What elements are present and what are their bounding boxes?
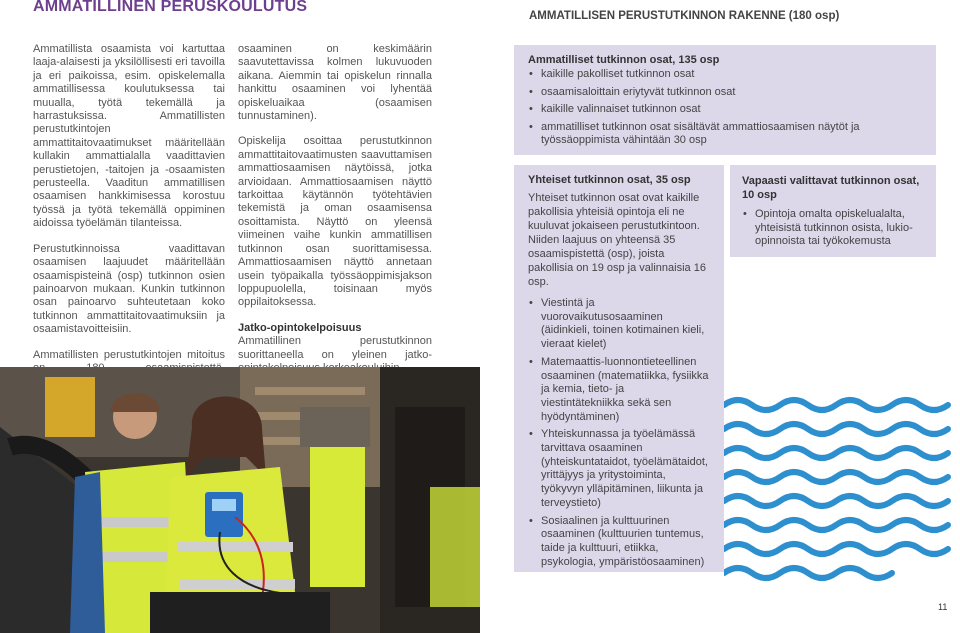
section-title: AMMATILLINEN PERUSKOULUTUS bbox=[33, 0, 308, 15]
paragraph: Perustutkinnoissa vaadittavan osaamisen laajuudet määritellään osaamispisteinä (osp) tutkinnon osien painoarvon mukaan. Kunkin tutkinnon osan painoarvo suhteutetaan koko tutkinnon ammattitaitovaatimuksiin ja osaamistavoitteisiin. bbox=[33, 242, 225, 336]
box-title: Yhteiset tutkinnon osat, 35 osp bbox=[528, 174, 691, 186]
list-item: • Yhteiskunnassa ja työelämässä tarvittava osaaminen (yhteiskuntataidot, työelämätaidot, yrittäjyys ja yritystoiminta, työkyvyn ylläpitäminen, liikunta ja terveystieto) bbox=[528, 428, 710, 510]
decorative-waves bbox=[724, 395, 960, 633]
list-item: • Viestintä ja vuorovaikutusosaaminen (äidinkieli, toinen kotimainen kieli, vieraat kielet) bbox=[528, 297, 710, 352]
paragraph: Opiskelija osoittaa perustutkinnon ammattitaitovaatimusten saavuttamisen ammattiosaamisen näytöissä, jotka arvioidaan. Ammattiosaamisen näyttö tarkoittaa käytännön työtehtävien tekemistä ja oman osaamisensa osoittamista. Näyttö on yleensä viimeinen vaihe kunkin ammatillisen tutkinnon osan suorittamisessa. Ammattiosaamisen näyttö annetaan usein työpaikalla työssäoppimisjakson loppupuolella, toisinaan myös oppilaitoksessa. bbox=[238, 135, 432, 309]
common-list bbox=[528, 297, 710, 569]
vocational-list bbox=[528, 68, 922, 148]
page-number: 11 bbox=[938, 602, 948, 612]
list-item: • kaikille pakolliset tutkinnon osat bbox=[528, 68, 922, 82]
box-title: Ammatilliset tutkinnon osat, 135 osp bbox=[528, 54, 720, 66]
paragraph: osaaminen on keskimäärin saavutettavissa kolmen lukuvuoden aikana. Aiemmin tai opiskelun rinnalla hankittu osaaminen voi lyhentää opiskeluaikaa (osaamisen tunnustaminen). bbox=[238, 43, 432, 123]
text-column-2 bbox=[238, 43, 432, 387]
free-choice-list bbox=[742, 208, 924, 249]
free-choice-units-box bbox=[730, 165, 936, 257]
list-item: • Matemaattis-luonnontieteellinen osaaminen (matematiikka, fysiikka ja kemia, tieto- ja viestintätekniikka sekä sen hyödyntäminen) bbox=[528, 356, 710, 425]
workshop-photo bbox=[0, 367, 480, 633]
list-item: • osaamisaloittain eriytyvät tutkinnon osat bbox=[528, 86, 922, 100]
vocational-units-box bbox=[514, 45, 936, 155]
list-item: • Sosiaalinen ja kulttuurinen osaaminen (kulttuurien tuntemus, taide ja kulttuuri, etiikka, psykologia, ympäristöosaaminen) bbox=[528, 515, 710, 570]
box-title: Vapaasti valittavat tutkinnon osat, 10 osp bbox=[742, 175, 920, 201]
paragraph: Ammatillinen perustutkinnon suorittaneella on yleinen jatko- bbox=[238, 335, 432, 361]
list-item: • ammatilliset tutkinnon osat sisältävät ammattiosaamisen näytöt ja työssäoppimista vähintään 30 osp bbox=[528, 121, 922, 148]
box-description: Yhteiset tutkinnon osat ovat kaikille pakollisia yhteisiä opintoja eli ne kuuluvat jokaiseen perustutkintoon. Niiden laajuus on yhteensä 35 osaamispistettä (osp), joista pakollisia on 19 osp ja valinnaisia 16 osp. bbox=[528, 192, 706, 288]
common-units-box bbox=[514, 165, 724, 572]
subheading: Jatko-opintokelpoisuus bbox=[238, 321, 362, 334]
structure-title: AMMATILLISEN PERUSTUTKINNON RAKENNE (180 osp) bbox=[529, 10, 840, 22]
list-item: • kaikille valinnaiset tutkinnon osat bbox=[528, 103, 922, 117]
paragraph: Ammatillisten perustutkintojen mitoitus bbox=[33, 348, 225, 361]
text-column-1 bbox=[33, 43, 225, 401]
paragraph: Ammatillista osaamista voi kartuttaa laaja-alaisesti ja yksilöllisesti eri tavoilla ja eri paikoissa, esim. opiskelemalla ammatillisessa koulutuksessa tai muualla, työtä tekemällä ja harrastuksissa. Ammatillisten perustutkintojen ammattitaitovaatimukset määritellään kullakin ammattialalla vaadittavien perustietojen, -taitojen ja -osaamisten perusteella. Vaaditun ammatillisen osaamisen hankkimisessa korostuu työssä ja työtä tekemällä oppiminen aidoissa työelämän tilanteissa. bbox=[33, 43, 225, 230]
list-item: • Opintoja omalta opiskelualalta, yhteisistä tutkinnon osista, lukio-opinnoista tai työkokemusta bbox=[742, 208, 924, 249]
